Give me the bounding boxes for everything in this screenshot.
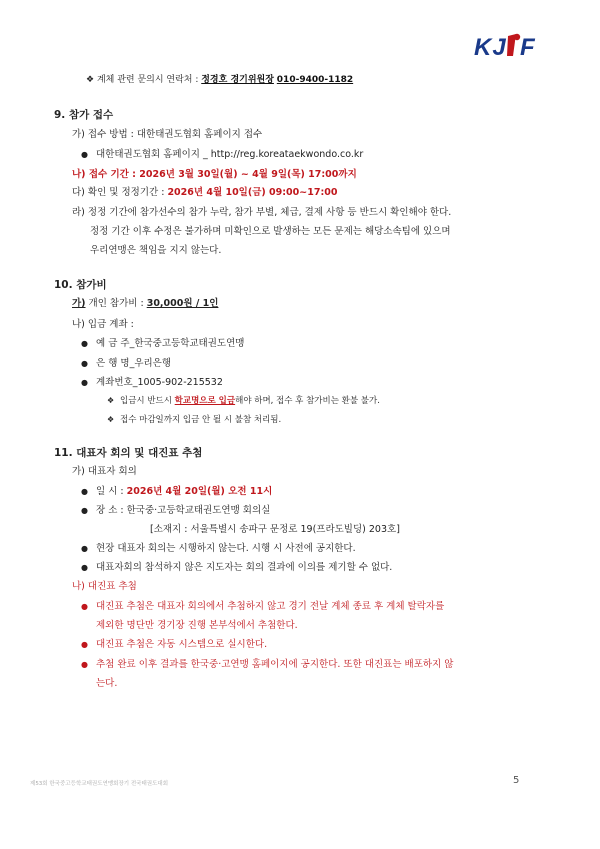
- sec10-b: 나) 입금 계좌 :: [72, 319, 134, 330]
- sec9-c: [72, 186, 337, 200]
- page-number: 5: [513, 775, 520, 786]
- sec9-c-value: 2026년 4월 10일(금) 09:00~17:00: [167, 187, 338, 198]
- sec9-b-label: 나) 접수 기간 :: [72, 169, 140, 180]
- sec10-a-prefix: 가): [72, 298, 86, 309]
- sec11-a: 가) 대표자 회의: [72, 466, 137, 477]
- svg-text:KJ: KJ: [474, 34, 507, 61]
- sec11-address: [소재지 : 서울특별시 송파구 문정로 19(프라도빌딩) 203호]: [150, 524, 400, 535]
- sec11-bullet4: ● 대표자회의 참석하지 않은 지도자는 회의 결과에 이의를 제기할 수 없다.: [96, 561, 392, 575]
- contact-phone: 010-9400-1182: [276, 75, 354, 85]
- sec11-r3b: 는다.: [96, 678, 118, 689]
- contact-person: 정경호 경기위원장: [201, 75, 274, 85]
- sec11-b: 나) 대진표 추첨: [72, 581, 137, 592]
- list-item: ● 은 행 명_우리은행: [96, 357, 171, 371]
- date-label: 일 시 :: [96, 486, 127, 497]
- kjtf-logo: [472, 28, 544, 62]
- sec11-date: [96, 485, 272, 499]
- sec9-c-label: 다) 확인 및 정정기간 :: [72, 187, 168, 198]
- date-value: 2026년 4월 20일(월) 오전 11시: [126, 486, 273, 497]
- sec10-a: [72, 297, 218, 311]
- note1-pre: 입금시 반드시: [120, 396, 175, 406]
- note1-post: 해야 하며, 접수 후 참가비는 환불 불가.: [235, 396, 380, 406]
- section-9-title: 9. 참가 접수: [54, 109, 114, 121]
- sec9-d3: 우리연맹은 책임을 지지 않는다.: [90, 245, 222, 256]
- sec11-r2: ● 대진표 추첨은 자동 시스템으로 실시한다.: [96, 638, 267, 652]
- sec10-note1: [120, 394, 380, 408]
- section-11-title: 11. 대표자 회의 및 대진표 추첨: [54, 447, 203, 459]
- sec11-r1a: ● 대진표 추첨은 대표자 회의에서 추첨하지 않고 경기 전날 계체 종료 후 계체 탈락자를: [96, 600, 444, 614]
- list-item: ● 계좌번호_1005-902-215532: [96, 376, 223, 390]
- contact-label: 계체 관련 문의시 연락처 :: [96, 75, 202, 85]
- sec11-r1b: 제외한 명단만 경기장 진행 본부석에서 추첨한다.: [96, 620, 298, 631]
- note1-highlight: 학교명으로 입금: [174, 396, 236, 406]
- sec9-a: 가) 접수 방법 : 대한태권도협회 홈페이지 접수: [72, 129, 263, 140]
- sec9-b-value: 2026년 3월 30일(월) ~ 4월 9일(목) 17:00까지: [139, 169, 357, 180]
- sec9-a-bullet: ● 대한태권도협회 홈페이지 _ http://reg.koreataekwondo.co.kr: [96, 148, 363, 162]
- sec9-d1: 라) 정정 기간에 참가선수의 참가 누락, 참가 부별, 체급, 결제 사항 등 반드시 확인해야 한다.: [72, 207, 452, 218]
- sec10-a-value: 30,000원 / 1인: [146, 298, 219, 309]
- section-10-title: 10. 참가비: [54, 279, 107, 291]
- sec11-r3a: ● 추첨 완료 이후 결과를 한국중·고연맹 홈페이지에 공지한다. 또한 대진표는 배포하지 않: [96, 658, 453, 672]
- sec11-bullet3: ● 현장 대표자 회의는 시행하지 않는다. 시행 시 사전에 공지한다.: [96, 542, 356, 556]
- sec9-d2: 정정 기간 이후 수정은 불가하며 미확인으로 발생하는 모든 문제는 해당소속팀에 있으며: [90, 226, 451, 237]
- sec10-note2: ❖ 접수 마감일까지 입금 안 될 시 불참 처리됨.: [120, 413, 281, 427]
- svg-text:F: F: [520, 34, 535, 61]
- sec11-place: ● 장 소 : 한국중·고등학교태권도연맹 회의실: [96, 504, 270, 518]
- list-item: ● 예 금 주_한국중고등학교태권도연맹: [96, 337, 244, 351]
- sec9-b: [72, 168, 357, 182]
- footer-text: 제53회 한국중고등학교태권도연맹회장기 전국태권도대회: [30, 781, 169, 787]
- diamond-icon: ❖: [86, 75, 95, 85]
- sec10-a-label: 개인 참가비 :: [85, 298, 147, 309]
- contact-line: [86, 73, 353, 87]
